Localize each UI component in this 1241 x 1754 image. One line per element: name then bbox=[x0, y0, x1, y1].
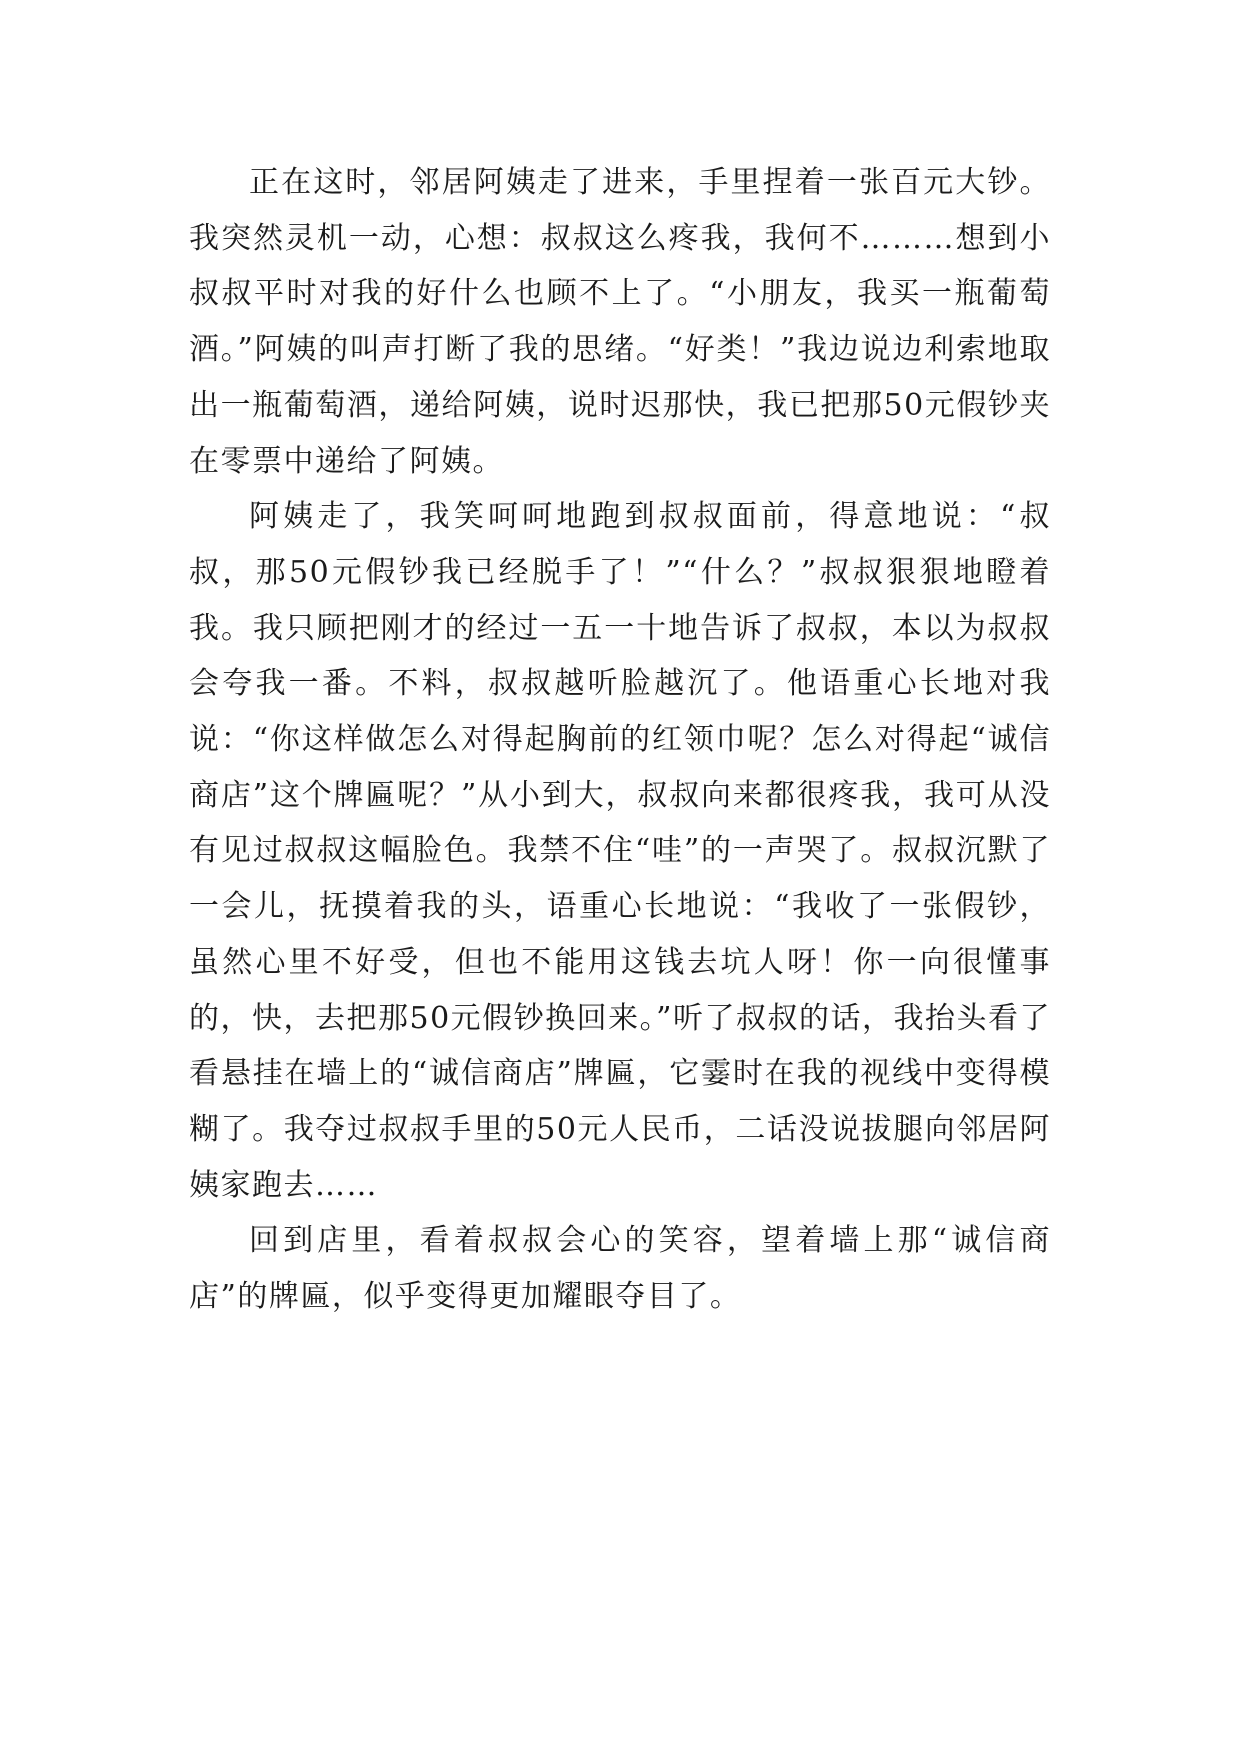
paragraph: 阿姨走了，我笑呵呵地跑到叔叔面前，得意地说：“叔叔，那50元假钞我已经脱手了！”“什么？”叔叔狠狠地瞪着我。我只顾把刚才的经过一五一十地告诉了叔叔，本以为叔叔会夸我一番。不料，叔叔越听脸越沉了。他语重心长地对我说：“你这样做怎么对得起胸前的红领巾呢？怎么对得起“诚信商店”这个牌匾呢？”从小到大，叔叔向来都很疼我，我可从没有见过叔叔这幅脸色。我禁不住“哇”的一声哭了。叔叔沉默了一会儿，抚摸着我的头，语重心长地说：“我收了一张假钞，虽然心里不好受，但也不能用这钱去坑人呀！你一向很懂事的，快，去把那50元假钞换回来。”听了叔叔的话，我抬头看了看悬挂在墙上的“诚信商店”牌匾，它霎时在我的视线中变得模糊了。我夺过叔叔手里的50元人民币，二话没说拔腿向邻居阿姨家跑去…… bbox=[189, 499, 1052, 1203]
paragraph: 回到店里，看着叔叔会心的笑容，望着墙上那“诚信商店”的牌匾，似乎变得更加耀眼夺目了。 bbox=[189, 1223, 1051, 1315]
document-body bbox=[189, 155, 1051, 1325]
paragraph: 正在这时，邻居阿姨走了进来，手里捏着一张百元大钞。我突然灵机一动，心想：叔叔这么疼我，我何不………想到小叔叔平时对我的好什么也顾不上了。“小朋友，我买一瓶葡萄酒。”阿姨的叫声打断了我的思绪。“好类！”我边说边利索地取出一瓶葡萄酒，递给阿姨，说时迟那快，我已把那50元假钞夹在零票中递给了阿姨。 bbox=[189, 165, 1051, 479]
